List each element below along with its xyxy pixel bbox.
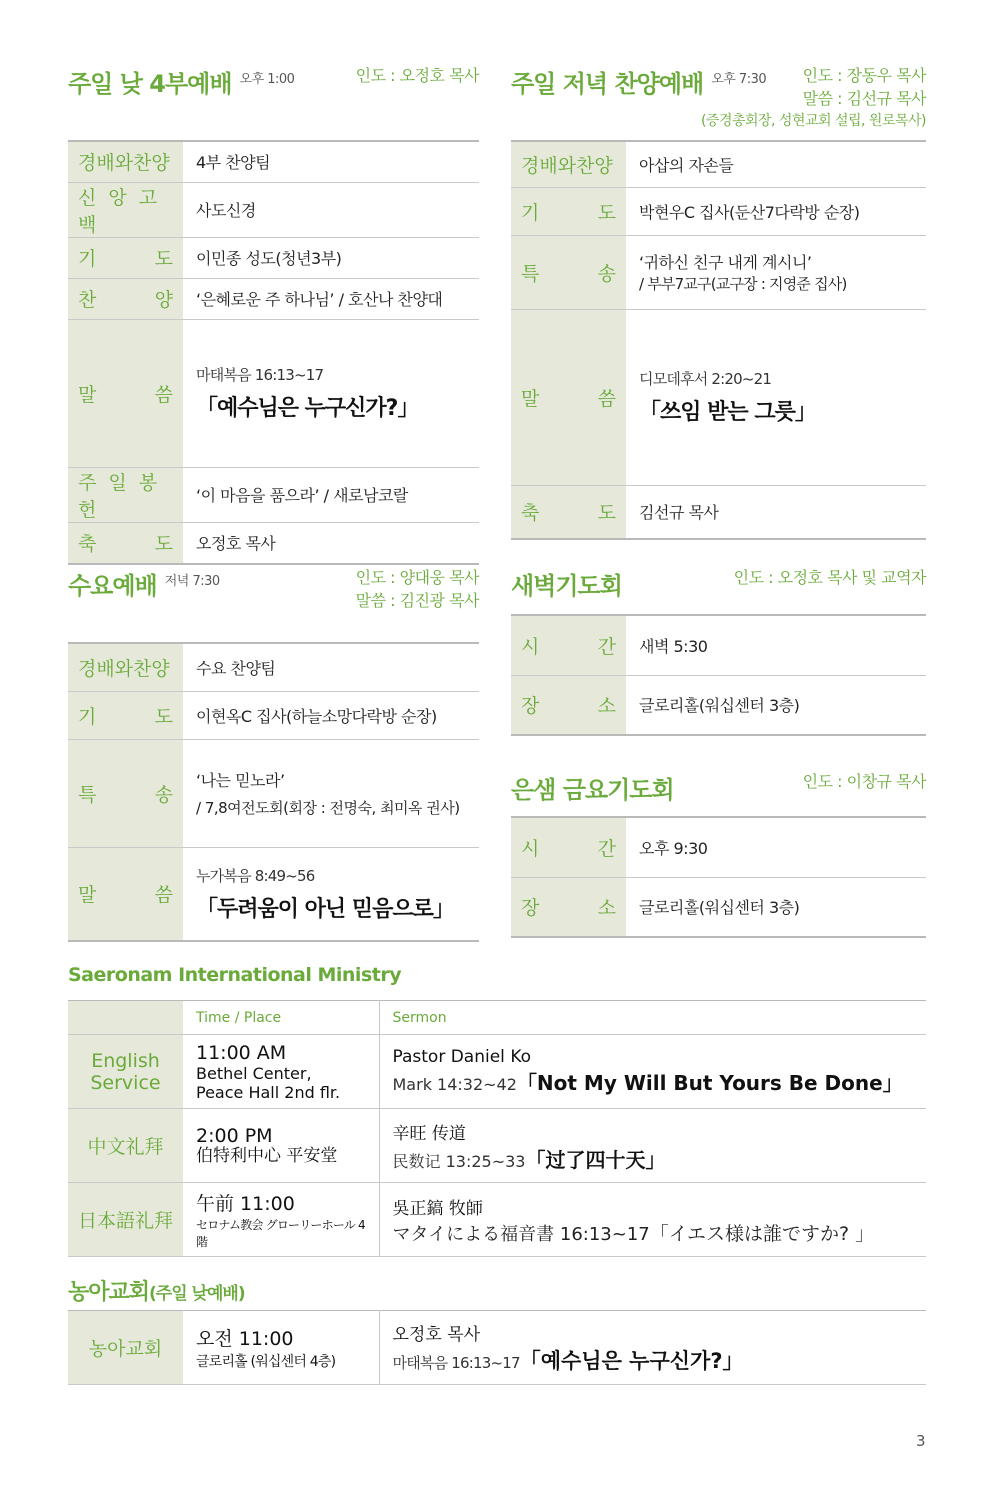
label-char: 말 (78, 884, 97, 907)
label-char: 송 (154, 783, 173, 806)
wednesday-time: 저녁 7:30 (164, 574, 220, 589)
table-row (68, 522, 479, 564)
sunday-evening-lead (701, 64, 926, 133)
table-row (68, 691, 479, 739)
header-blank (68, 1001, 183, 1035)
sermon-title: 「쓰임 받는 그릇」 (639, 400, 816, 425)
preacher: 辛旺 传道 (392, 1123, 466, 1144)
row-label: 中文礼拜 (68, 1109, 183, 1183)
row-label-line: Service (90, 1071, 161, 1094)
table-row (68, 643, 479, 691)
sunday-evening-leader: 인도 : 장동우 목사 (802, 66, 926, 85)
table-row (511, 615, 926, 675)
deaf-church-subtitle: (주일 낮예배) (149, 1284, 245, 1304)
international-title: Saeronam International Ministry (68, 964, 402, 986)
sermon-title: 「예수님은 누구신가?」 (196, 396, 419, 421)
sunday-evening-header (511, 64, 926, 140)
label-char: 특 (521, 262, 540, 285)
table-row (68, 1183, 926, 1257)
row-label: 농아교회 (68, 1311, 183, 1385)
service-place: 伯特利中心 平安堂 (196, 1146, 338, 1166)
label-char: 시 (521, 635, 540, 658)
service-place: Peace Hall 2nd flr. (196, 1082, 341, 1102)
dawn-prayer-section (511, 566, 926, 736)
label-char: 기 (78, 705, 97, 728)
label-char: 시 (521, 837, 540, 860)
row-label (511, 877, 626, 937)
label-char: 특 (78, 783, 97, 806)
row-label: 경배와찬양 (68, 643, 183, 691)
row-label (68, 1035, 183, 1109)
row-value: 이현옥C 집사(하늘소망다락방 순장) (183, 691, 479, 739)
friday-prayer-title: 은샘 금요기도회 (511, 776, 674, 804)
row-value: 오정호 목사 (183, 522, 479, 564)
wednesday-title (68, 566, 220, 601)
row-label (511, 615, 626, 675)
sermon-cell (379, 1035, 926, 1109)
table-row (511, 235, 926, 309)
table-row (68, 1109, 926, 1183)
sermon-title: 「Not My Will But Yours Be Done」 (516, 1071, 903, 1095)
row-value: 아삽의 자손들 (626, 141, 926, 187)
label-char: 말 (78, 383, 97, 406)
friday-prayer-leader: 인도 : 이창규 목사 (802, 772, 926, 791)
scripture-ref: 디모데후서 2:20~21 (639, 370, 772, 388)
international-table (68, 1000, 926, 1257)
row-value: 사도신경 (183, 182, 479, 237)
sermon-cell (183, 319, 479, 467)
row-label: 경배와찬양 (68, 141, 183, 182)
dawn-prayer-table (511, 614, 926, 736)
table-row (511, 877, 926, 937)
row-label (68, 319, 183, 467)
label-char: 씀 (154, 884, 173, 907)
header-time-place: Time / Place (183, 1001, 379, 1035)
friday-prayer-lead (803, 770, 926, 793)
label-char: 씀 (597, 387, 616, 410)
row-label (511, 485, 626, 539)
row-label (511, 309, 626, 485)
label-char: 도 (597, 502, 616, 525)
row-label (68, 522, 183, 564)
label-char: 도 (154, 533, 173, 556)
scripture-ref: マタイによる福音書 16:13~17 (392, 1223, 650, 1245)
row-label (68, 237, 183, 278)
table-row (68, 319, 479, 467)
row-label (511, 235, 626, 309)
time-place-cell (183, 1311, 379, 1385)
table-row (511, 309, 926, 485)
row-value: 글로리홀(워십센터 3층) (626, 675, 926, 735)
label-char: 기 (78, 248, 97, 270)
friday-prayer-header (511, 770, 926, 816)
deaf-church-title (68, 1275, 245, 1306)
label-char: 기 (521, 201, 540, 224)
scripture-ref: Mark 14:32~42 (392, 1075, 517, 1094)
label-char: 송 (597, 262, 616, 285)
label-char: 도 (154, 705, 173, 728)
special-song-performer: / 7,8여전도회(회장 : 전명숙, 최미옥 권사) (196, 799, 460, 817)
sunday-evening-section (511, 64, 926, 540)
row-value: 오후 9:30 (626, 817, 926, 877)
row-label (511, 817, 626, 877)
row-label (68, 278, 183, 319)
wednesday-preacher: 말씀 : 김진광 목사 (355, 591, 479, 610)
sunday-evening-time: 오후 7:30 (711, 72, 767, 87)
row-label-line: English (91, 1049, 160, 1072)
row-value: 글로리홀(워십센터 3층) (626, 877, 926, 937)
table-row (68, 1311, 926, 1385)
row-label (511, 187, 626, 235)
row-value: 수요 찬양팀 (183, 643, 479, 691)
label-char: 장 (521, 897, 540, 920)
service-time: 11:00 AM (196, 1041, 287, 1064)
label-char: 찬 (78, 289, 97, 311)
label-char: 장 (521, 695, 540, 718)
sermon-line (393, 1144, 914, 1173)
special-song-title: ‘나는 믿노라’ (196, 771, 285, 790)
row-value: ‘이 마음을 품으라’ / 새로남코랄 (183, 467, 479, 522)
sermon-line (393, 1219, 914, 1246)
dawn-prayer-leader: 인도 : 오정호 목사 및 교역자 (733, 568, 926, 587)
row-label: 경배와찬양 (511, 141, 626, 187)
service-place: セロナム教会 グローリーホール 4階 (196, 1218, 365, 1249)
label-char: 소 (597, 695, 616, 718)
sermon-cell (379, 1183, 926, 1257)
sermon-title: 「过了四十天」 (525, 1147, 666, 1172)
row-label: 신 앙 고 백 (68, 182, 183, 237)
sermon-title: 「두려움이 아닌 믿음으로」 (196, 896, 454, 922)
sermon-cell (379, 1109, 926, 1183)
sunday-evening-table (511, 140, 926, 540)
row-label (68, 739, 183, 847)
label-char: 간 (597, 837, 616, 860)
wednesday-leader: 인도 : 양대웅 목사 (355, 568, 479, 587)
wednesday-header (68, 566, 479, 642)
table-row (511, 187, 926, 235)
wednesday-table (68, 642, 479, 942)
row-value: ‘은혜로운 주 하나님’ / 호산나 찬양대 (183, 278, 479, 319)
sunday-evening-title-text: 주일 저녁 찬양예배 (511, 70, 704, 98)
table-row (68, 237, 479, 278)
sunday-noon-leader: 인도 : 오정호 목사 (355, 66, 479, 85)
special-song-title: ‘귀하신 친구 내게 계시니’ (639, 253, 812, 272)
row-value: 새벽 5:30 (626, 615, 926, 675)
scripture-ref: 民数记 13:25~33 (392, 1151, 526, 1171)
sermon-cell (626, 309, 926, 485)
row-label (68, 847, 183, 941)
table-row (68, 278, 479, 319)
row-value: 김선규 목사 (626, 485, 926, 539)
label-char: 말 (521, 387, 540, 410)
service-place: 글로리홀 (워십센터 4층) (196, 1354, 336, 1370)
deaf-church-table (68, 1310, 926, 1385)
sunday-noon-title-text: 주일 낮 4부예배 (68, 70, 232, 98)
row-value: 이민종 성도(청년3부) (183, 237, 479, 278)
wednesday-lead (356, 566, 479, 612)
label-char: 간 (597, 635, 616, 658)
row-label: 日本語礼拜 (68, 1183, 183, 1257)
preacher: 오정호 목사 (392, 1325, 481, 1345)
table-row (68, 141, 479, 182)
row-label (68, 691, 183, 739)
scripture-ref: 누가복음 8:49~56 (196, 866, 315, 885)
row-value: 4부 찬양팀 (183, 141, 479, 182)
deaf-church-title-text: 농아교회 (68, 1280, 150, 1305)
label-char: 축 (521, 502, 540, 525)
row-value: 박현우C 집사(둔산7다락방 순장) (626, 187, 926, 235)
header-sermon: Sermon (379, 1001, 926, 1035)
dawn-prayer-title: 새벽기도회 (511, 572, 622, 600)
wednesday-section (68, 566, 479, 942)
table-row (68, 739, 479, 847)
time-place-cell (183, 1109, 379, 1183)
special-song-cell (626, 235, 926, 309)
label-char: 소 (597, 897, 616, 920)
label-char: 도 (154, 248, 173, 270)
sermon-title: 「イエス様は誰ですか? 」 (649, 1222, 875, 1245)
table-row (68, 1035, 926, 1109)
sermon-cell (183, 847, 479, 941)
friday-prayer-section (511, 770, 926, 938)
sunday-noon-section (68, 64, 479, 565)
sunday-noon-table (68, 140, 479, 565)
preacher: Pastor Daniel Ko (392, 1047, 532, 1067)
table-row (511, 141, 926, 187)
special-song-performer: / 부부7교구(교구장 : 지영준 집사) (639, 275, 847, 293)
sermon-cell (379, 1311, 926, 1385)
page-number: 3 (916, 1432, 926, 1450)
sunday-evening-preacher: 말씀 : 김선규 목사 (802, 89, 926, 108)
row-label: 주 일 봉 헌 (68, 467, 183, 522)
scripture-ref: 마태복음 16:13~17 (196, 366, 324, 384)
service-place: Bethel Center, (196, 1063, 312, 1083)
dawn-prayer-lead (734, 566, 926, 589)
table-row (68, 467, 479, 522)
table-row (68, 847, 479, 941)
table-row (511, 817, 926, 877)
sunday-noon-lead (356, 64, 479, 87)
sermon-line (393, 1067, 914, 1096)
sermon-line (393, 1345, 914, 1375)
time-place-cell (183, 1183, 379, 1257)
sunday-noon-header (68, 64, 479, 140)
label-char: 양 (154, 289, 173, 311)
service-time: 오전 11:00 (196, 1328, 294, 1350)
sunday-evening-preacher-note: (증경총회장, 성현교회 설립, 원로목사) (700, 113, 926, 129)
table-row (511, 485, 926, 539)
sermon-title: 「예수님은 누구신가?」 (519, 1349, 744, 1373)
service-time: 午前 11:00 (196, 1193, 295, 1215)
service-time: 2:00 PM (196, 1125, 273, 1147)
friday-prayer-table (511, 816, 926, 938)
time-place-cell (183, 1035, 379, 1109)
label-char: 축 (78, 533, 97, 556)
wednesday-title-text: 수요예배 (68, 572, 157, 600)
sunday-noon-time: 오후 1:00 (239, 72, 295, 87)
label-char: 도 (597, 201, 616, 224)
table-header-row (68, 1001, 926, 1035)
label-char: 씀 (154, 383, 173, 406)
scripture-ref: 마태복음 16:13~17 (392, 1354, 520, 1372)
special-song-cell (183, 739, 479, 847)
preacher: 吳正鎬 牧師 (392, 1198, 483, 1219)
dawn-prayer-header (511, 566, 926, 614)
table-row (511, 675, 926, 735)
table-row (68, 182, 479, 237)
sunday-noon-title (68, 64, 294, 99)
row-label (511, 675, 626, 735)
